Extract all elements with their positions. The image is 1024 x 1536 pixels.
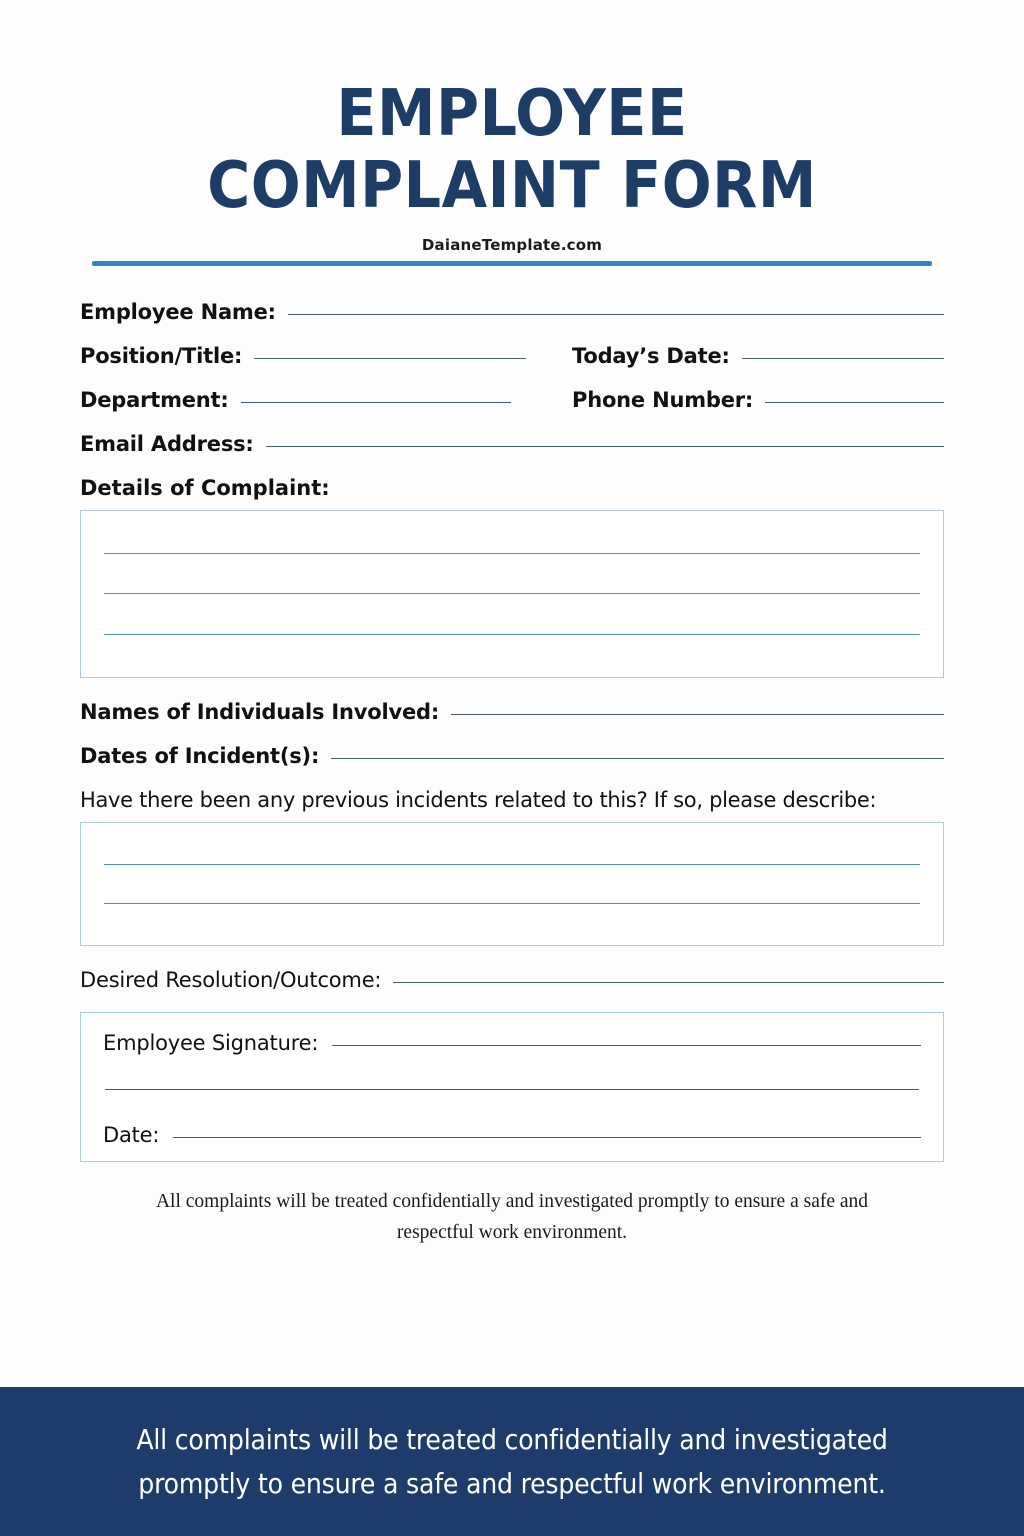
field-row-names-involved <box>80 700 944 724</box>
input-signature-date[interactable] <box>173 1137 921 1138</box>
label-todays-date: Today’s Date: <box>572 344 730 368</box>
field-row-position-date <box>80 344 944 368</box>
textarea-previous-incidents[interactable] <box>80 822 944 946</box>
heading-details-of-complaint: Details of Complaint: <box>80 476 330 500</box>
input-employee-signature[interactable] <box>332 1045 921 1046</box>
confidentiality-footnote: All complaints will be treated confidentially and investigated promptly to ensure a safe and respectful work environment. <box>155 1191 869 1243</box>
label-signature-date: Date: <box>103 1123 160 1147</box>
input-position-title[interactable] <box>254 358 526 359</box>
write-line <box>104 864 920 865</box>
field-row-department-phone <box>80 388 944 412</box>
input-email-address[interactable] <box>266 446 944 447</box>
field-row-desired-resolution <box>80 968 944 992</box>
input-dates-of-incident[interactable] <box>331 758 944 759</box>
label-department: Department: <box>80 388 229 412</box>
input-phone-number[interactable] <box>765 402 944 403</box>
label-position-title: Position/Title: <box>80 344 243 368</box>
form-body <box>80 266 944 1248</box>
heading-previous-incidents: Have there been any previous incidents related to this? If so, please describe: <box>80 788 877 812</box>
label-dates-of-incident: Dates of Incident(s): <box>80 744 320 768</box>
signature-block <box>80 1012 944 1162</box>
input-todays-date[interactable] <box>742 358 944 359</box>
page-header <box>0 0 1024 266</box>
input-desired-resolution[interactable] <box>393 982 944 983</box>
brand-watermark: DaianeTemplate.com <box>421 236 603 254</box>
field-row-employee-signature <box>103 1031 921 1055</box>
write-line <box>104 553 920 554</box>
write-line <box>104 593 920 594</box>
field-row-employee-name <box>80 300 944 324</box>
label-employee-name: Employee Name: <box>80 300 276 324</box>
label-employee-signature: Employee Signature: <box>103 1031 319 1055</box>
textarea-details-of-complaint[interactable] <box>80 510 944 678</box>
input-employee-name[interactable] <box>288 314 944 315</box>
field-row-email-address <box>80 432 944 456</box>
footer-banner-text: All complaints will be treated confidentially and investigated promptly to ensure a safe and respectful work environment. <box>136 1422 888 1500</box>
footer-banner <box>0 1387 1024 1536</box>
label-names-involved: Names of Individuals Involved: <box>80 700 440 724</box>
write-line <box>104 634 920 635</box>
label-email-address: Email Address: <box>80 432 254 456</box>
input-department[interactable] <box>241 402 511 403</box>
page-title-line-1: EMPLOYEE <box>336 77 688 151</box>
signature-continuation-rule[interactable] <box>105 1089 919 1090</box>
field-row-signature-date <box>103 1123 921 1147</box>
input-names-involved[interactable] <box>451 714 944 715</box>
label-desired-resolution: Desired Resolution/Outcome: <box>80 968 382 992</box>
label-phone-number: Phone Number: <box>572 388 754 412</box>
write-line <box>104 903 920 904</box>
page-title-line-2: COMPLAINT FORM <box>207 149 817 223</box>
field-row-dates-of-incident <box>80 744 944 768</box>
